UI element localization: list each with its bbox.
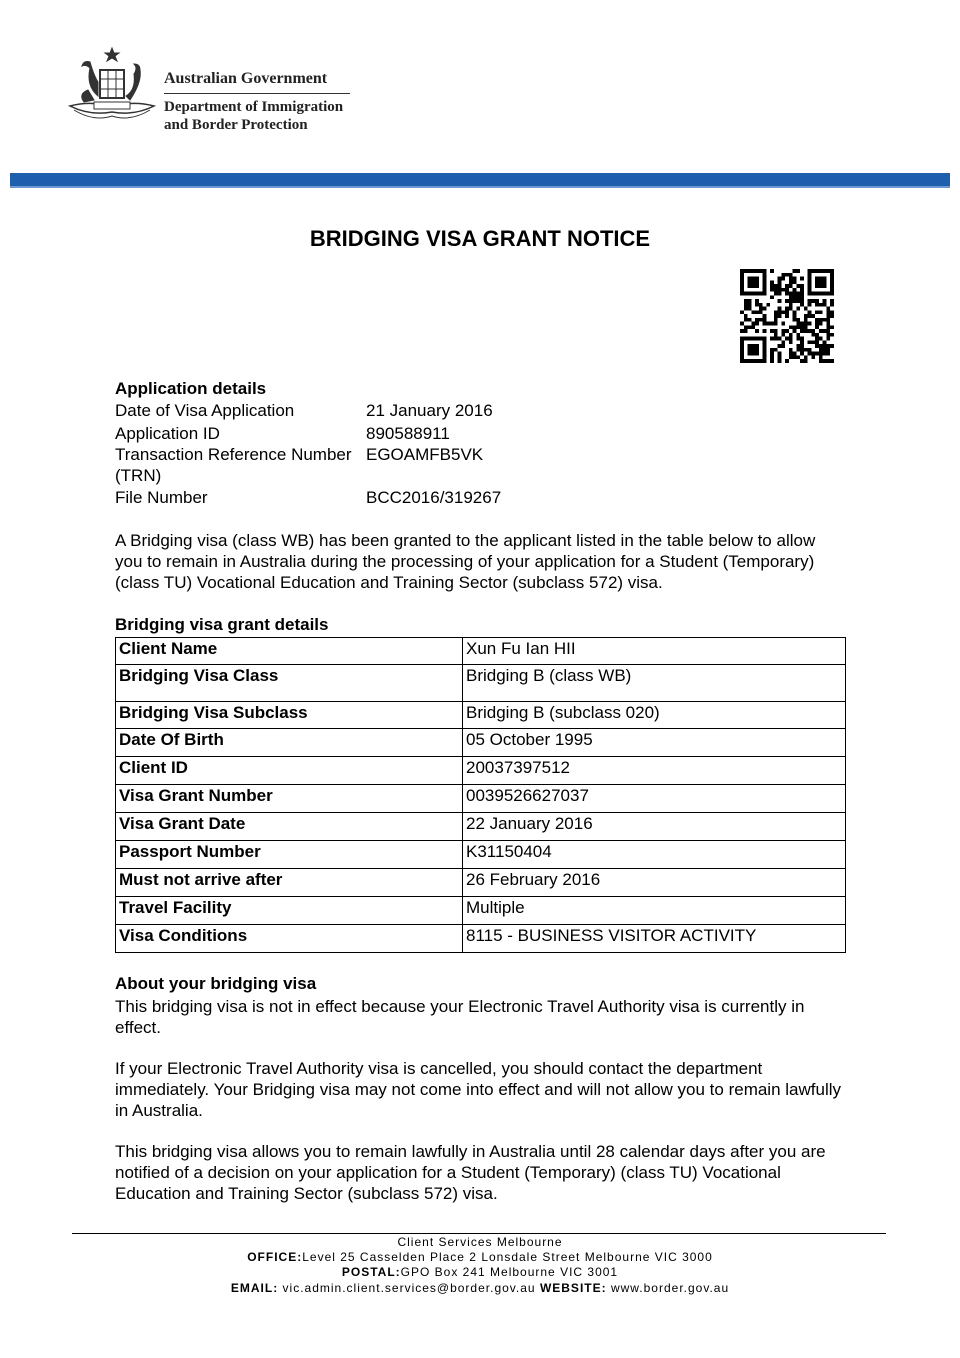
footer-postal-label: POSTAL:	[341, 1265, 401, 1279]
application-date-value: 21 January 2016	[366, 401, 493, 420]
table-row	[116, 897, 846, 925]
footer-email-label: EMAIL:	[230, 1281, 279, 1295]
visa-grant-date-value: 22 January 2016	[463, 813, 846, 841]
visa-class-value: Bridging B (class WB)	[463, 665, 846, 702]
table-row	[116, 813, 846, 841]
department-name-line2: and Border Protection	[164, 117, 308, 133]
qr-code-icon	[740, 269, 834, 363]
about-paragraph-1: This bridging visa is not in effect because your Electronic Travel Authority visa is currently in effect.	[115, 997, 805, 1037]
visa-grant-number-label: Visa Grant Number	[116, 785, 463, 813]
client-name-value: Xun Fu Ian HII	[463, 638, 846, 665]
page-title: BRIDGING VISA GRANT NOTICE	[309, 226, 651, 251]
table-row	[116, 925, 846, 953]
table-row	[116, 869, 846, 897]
table-row	[116, 757, 846, 785]
table-row	[116, 841, 846, 869]
visa-conditions-label: Visa Conditions	[116, 925, 463, 953]
header-divider	[164, 93, 350, 94]
about-bridging-visa-heading: About your bridging visa	[115, 974, 317, 993]
table-row	[116, 729, 846, 757]
table-row	[116, 785, 846, 813]
application-details-heading: Application details	[115, 379, 267, 398]
about-paragraph-3: This bridging visa allows you to remain lawfully in Australia until 28 calendar days after you are notified of a decision on your application for a Student (Temporary) (class TU) Vocational Education and Training Sector (subclass 572) visa.	[115, 1142, 826, 1203]
header-blue-bar	[10, 173, 950, 186]
grant-details-heading: Bridging visa grant details	[115, 615, 329, 634]
government-name: Australian Government	[164, 70, 328, 87]
visa-subclass-label: Bridging Visa Subclass	[116, 702, 463, 729]
footer-office-value: Level 25 Casselden Place 2 Lonsdale Street Melbourne VIC 3000	[302, 1250, 713, 1264]
client-id-value: 20037397512	[463, 757, 846, 785]
travel-facility-value: Multiple	[463, 897, 846, 925]
client-name-label: Client Name	[116, 638, 463, 665]
visa-conditions-value: 8115 - BUSINESS VISITOR ACTIVITY	[463, 925, 846, 953]
footer-office-label: OFFICE:	[247, 1250, 303, 1264]
trn-label: Transaction Reference Number (TRN)	[115, 445, 352, 485]
footer-office-address	[0, 1250, 960, 1265]
file-number-value: BCC2016/319267	[366, 488, 502, 507]
visa-grant-date-label: Visa Grant Date	[116, 813, 463, 841]
date-of-birth-label: Date Of Birth	[116, 729, 463, 757]
application-id-value: 890588911	[366, 424, 450, 443]
table-row	[116, 638, 846, 665]
passport-number-value: K31150404	[463, 841, 846, 869]
trn-value: EGOAMFB5VK	[366, 445, 484, 464]
footer-website-label: WEBSITE:	[539, 1281, 607, 1295]
grant-details-table	[115, 637, 846, 953]
application-id-label: Application ID	[115, 424, 220, 443]
footer-office-name: Client Services Melbourne	[397, 1235, 563, 1249]
footer-email-link[interactable]: vic.admin.client.services@border.gov.au	[282, 1281, 536, 1295]
date-of-birth-value: 05 October 1995	[463, 729, 846, 757]
file-number-label: File Number	[115, 488, 208, 507]
grant-intro-paragraph: A Bridging visa (class WB) has been granted to the applicant listed in the table below to allow you to remain in Australia during the processing of your application for a Student (Temporary) (class TU) Vocational Education and Training Sector (subclass 572) visa.	[115, 531, 816, 592]
footer-postal-address	[0, 1265, 960, 1280]
footer-divider	[72, 1233, 886, 1234]
passport-number-label: Passport Number	[116, 841, 463, 869]
visa-grant-number-value: 0039526627037	[463, 785, 846, 813]
department-name-line1: Department of Immigration	[164, 99, 344, 115]
client-id-label: Client ID	[116, 757, 463, 785]
visa-class-label: Bridging Visa Class	[116, 665, 463, 702]
header-blue-bar-accent	[10, 186, 950, 188]
must-not-arrive-after-value: 26 February 2016	[463, 869, 846, 897]
coat-of-arms-icon	[64, 46, 160, 126]
footer-website-link[interactable]: www.border.gov.au	[610, 1281, 730, 1295]
footer-postal-value: GPO Box 241 Melbourne VIC 3001	[400, 1265, 619, 1279]
travel-facility-label: Travel Facility	[116, 897, 463, 925]
table-row	[116, 665, 846, 702]
footer-contact	[0, 1281, 960, 1296]
about-paragraph-2: If your Electronic Travel Authority visa is cancelled, you should contact the department immediately. Your Bridging visa may not come into effect and will not allow you to remain lawfully in Australia.	[115, 1059, 842, 1120]
must-not-arrive-after-label: Must not arrive after	[116, 869, 463, 897]
application-date-label: Date of Visa Application	[115, 401, 295, 420]
table-row	[116, 702, 846, 729]
visa-subclass-value: Bridging B (subclass 020)	[463, 702, 846, 729]
